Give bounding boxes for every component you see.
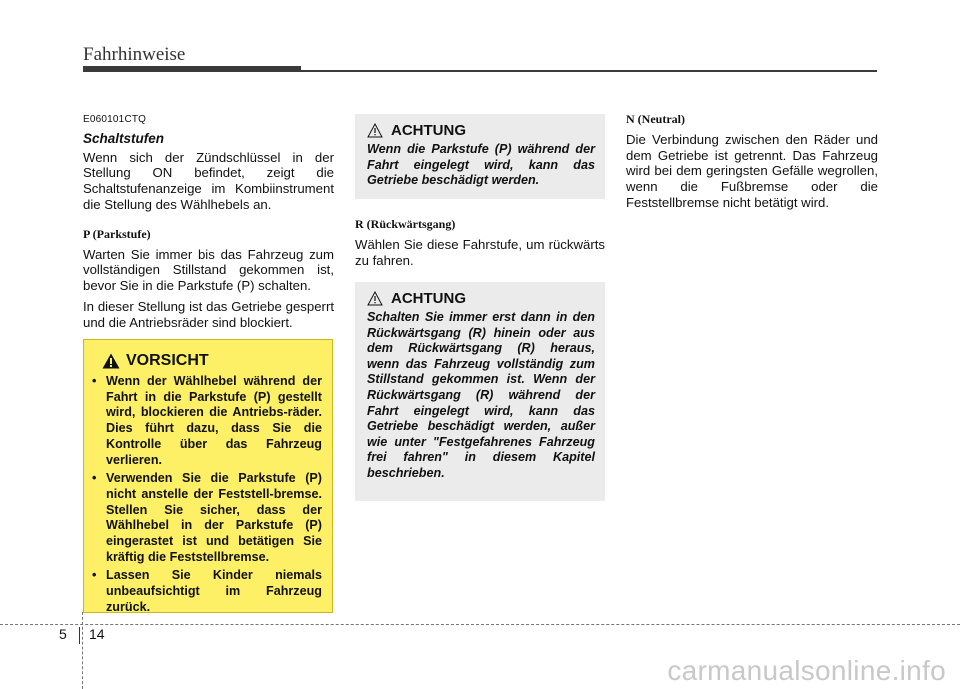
warning-triangle-outline-icon: [367, 291, 383, 306]
section-code: E060101CTQ: [83, 114, 147, 125]
footer-vertical-dashed-line: [82, 612, 83, 689]
warning-triangle-filled-icon: [102, 353, 120, 369]
caution-item: • Verwenden Sie die Parkstufe (P) nicht anstelle der Feststell-bremse. Stellen Sie sicher, dass der Wählhebel in der Parkstufe (P) eingerastet ist und betätigen Sie kräftig die Feststellbremse.: [92, 471, 322, 565]
warning-text: Schalten Sie immer erst dann in den Rückwärtsgang (R) hinein oder aus dem Rückwärtsgang (R) heraus, wenn das Fahrzeug vollständig zum Stillstand gekommen ist. Wenn der Rückwärtsgang (R) während der Fahrt eingelegt wird, kann das Getriebe beschädigt werden, außer wie unter "Festgefahrenes Fahrzeug frei fahren" in diesem Kapitel beschrieben.: [367, 310, 595, 480]
warning-box-park: [355, 114, 605, 199]
park-paragraph-1: Warten Sie immer bis das Fahrzeug zum vollständigen Stillstand gekommen ist, bevor Sie in die Parkstufe (P) schalten.: [83, 246, 334, 294]
page-number: 14: [89, 626, 105, 642]
section-number: 5: [59, 626, 67, 642]
warning-title: ACHTUNG: [391, 290, 466, 307]
header-rule-thick: [83, 66, 301, 72]
neutral-paragraph: Die Verbindung zwischen den Räder und dem Getriebe ist getrennt. Das Fahrzeug wird bei dem geringsten Gefälle wegrollen, wenn die Fußbremse oder die Feststellbremse nicht betätigt wird.: [626, 131, 878, 210]
warning-title: ACHTUNG: [391, 122, 466, 139]
column-2: [355, 217, 605, 273]
caution-item: • Lassen Sie Kinder niemals unbeaufsichtigt im Fahrzeug zurück.: [92, 568, 322, 615]
park-paragraph-2: In dieser Stellung ist das Getriebe gesperrt und die Antriebsräder sind blockiert.: [83, 298, 334, 330]
caution-item: • Wenn der Wählhebel während der Fahrt in die Parkstufe (P) gestellt wird, blockieren die Antriebs-räder. Dies führt dazu, dass Sie die Kontrolle über das Fahrzeug verlieren.: [92, 374, 322, 468]
page-header-title: Fahrhinweise: [83, 44, 186, 65]
warning-triangle-outline-icon: [367, 123, 383, 138]
caution-header: [102, 352, 322, 370]
neutral-heading: N (Neutral): [626, 112, 685, 126]
header-rule-thin: [301, 70, 877, 72]
caution-box: [83, 339, 333, 613]
column-1: [83, 112, 334, 336]
caution-list: [92, 374, 322, 616]
section-subheading: Schaltstufen: [83, 130, 165, 146]
caution-title: VORSICHT: [126, 352, 209, 369]
warning-header: [367, 122, 595, 139]
column-3: [626, 112, 878, 216]
reverse-paragraph: Wählen Sie diese Fahrstufe, um rückwärts zu fahren.: [355, 236, 605, 268]
warning-text: Wenn die Parkstufe (P) während der Fahrt eingelegt wird, kann das Getriebe beschädigt werden.: [367, 142, 595, 188]
page-number-separator: [79, 627, 80, 644]
footer-dashed-line: [0, 624, 960, 625]
park-heading: P (Parkstufe): [83, 226, 151, 241]
watermark: carmanualsonline.info: [667, 655, 946, 686]
warning-header: [367, 290, 595, 307]
reverse-heading: R (Rückwärtsgang): [355, 217, 456, 231]
intro-paragraph: Wenn sich der Zündschlüssel in der Stellung ON befindet, zeigt die Schaltstufenanzeige im Kombiinstrument die Stellung des Wählhebels an.: [83, 149, 334, 212]
warning-box-reverse: [355, 282, 605, 501]
